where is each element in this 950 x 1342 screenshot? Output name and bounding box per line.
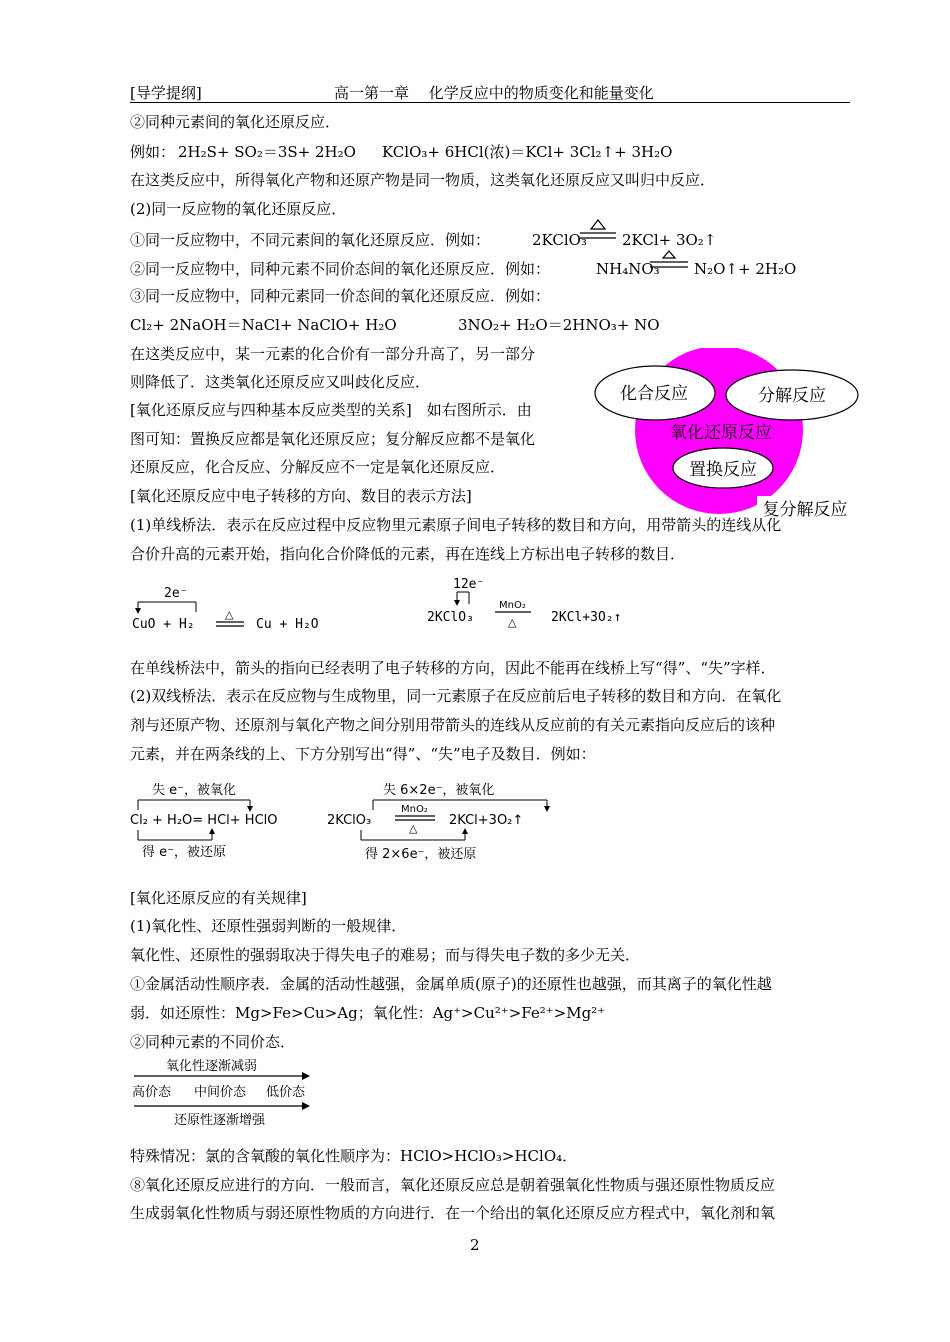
line-4: (2)同一反应物的氧化还原反应． [130, 200, 347, 218]
page-header [130, 80, 850, 103]
line-7: ③同一反应物中，同种元素同一价态间的氧化还原反应．例如： [130, 287, 551, 305]
equation-kclo3-hcl: KClO₃+ 6HCl(浓)＝KCl+ 3Cl₂↑+ 3H₂O [382, 143, 673, 161]
double-bridge-kclo3 [325, 774, 565, 864]
line-19: 剂与还原产物、还原剂与氧化产物之间分别用带箭头的连线从反应前的有关元素指向反应后的该种 [130, 716, 776, 734]
equation-h2s: 2H₂S+ SO₂＝3S+ 2H₂O [178, 143, 356, 161]
heat-equals-sign-2 [648, 250, 690, 272]
line-23: 氧化性、还原性的强弱取决于得失电子的难易；而与得失电子数的多少无关． [130, 946, 641, 964]
venn-redox-label: 氧化还原反应 [670, 423, 772, 443]
sb1-condition: △ [225, 608, 234, 621]
equation-kclo3-left: 2KClO₃ [532, 231, 587, 249]
line-22: (1)氧化性、还原性强弱判断的一般规律． [130, 917, 407, 935]
valence-mid: 中间价态 [194, 1085, 247, 1100]
venn-decomposition-label: 分解反应 [758, 386, 826, 406]
line-17: 在单线桥法中，箭头的指向已经表明了电子转移的方向，因此不能再在线桥上写“得”、“失”字样． [130, 659, 776, 677]
page-number: 2 [470, 1236, 480, 1254]
line-2-prefix: 例如： [130, 143, 176, 161]
db2-left: 2KClO₃ [327, 813, 372, 828]
venn-combination-label: 化合反应 [620, 384, 688, 404]
line-28: ⑧氧化还原反应进行的方向．一般而言，氧化还原反应总是朝着强氧化性物质与强还原性物质反应 [130, 1176, 776, 1194]
db1-top-label: 失 e⁻，被氧化 [152, 783, 236, 798]
line-21: [氧化还原反应的有关规律] [130, 889, 307, 907]
sb2-left: 2KClO₃ [427, 610, 474, 625]
valence-low: 低价态 [266, 1085, 306, 1100]
sb2-catalyst: MnO₂ [499, 600, 526, 611]
line-5: ①同一反应物中，不同元素间的氧化还原反应．例如： [130, 231, 491, 249]
valence-trend-diagram [130, 1054, 320, 1130]
valence-top-label: 氧化性逐渐减弱 [166, 1059, 258, 1074]
db1-bottom-label: 得 e⁻，被还原 [142, 845, 226, 860]
reaction-venn-diagram [590, 348, 865, 524]
double-bridge-cl2 [128, 776, 298, 864]
db2-top-label: 失 6×2e⁻，被氧化 [383, 783, 495, 798]
equation-nh4no3-left: NH₄NO₃ [596, 260, 660, 278]
line-25: 弱．如还原性：Mg>Fe>Cu>Ag；氧化性：Ag⁺>Cu²⁺>Fe²⁺>Mg²⁺ [130, 1004, 606, 1022]
single-bridge-kclo3 [425, 574, 665, 634]
venn-double-decomposition-label: 复分解反应 [762, 500, 848, 520]
line-29: 生成弱氧化性物质与弱还原性物质的方向进行．在一个给出的氧化还原反应方程式中，氧化剂和氧 [130, 1204, 776, 1222]
single-bridge-cuo [128, 580, 338, 640]
valence-bottom-label: 还原性逐渐增强 [174, 1113, 266, 1128]
sb2-condition: △ [508, 616, 517, 629]
db1-formula: Cl₂ + H₂O= HCl+ HClO [130, 813, 278, 828]
line-24: ①金属活动性顺序表．金属的活动性越强，金属单质(原子)的还原性也越强，而其离子的氧化性越 [130, 975, 772, 993]
equation-nh4no3-right: N₂O↑+ 2H₂O [694, 260, 797, 278]
sb2-electron-label: 12e⁻ [453, 577, 485, 592]
equation-cl2-naoh: Cl₂+ 2NaOH＝NaCl+ NaClO+ H₂O [130, 316, 397, 334]
line-12: 图可知：置换反应都是氧化还原反应；复分解反应都不是氧化 [130, 430, 536, 448]
line-27: 特殊情况：氯的含氧酸的氧化性顺序为：HClO>HClO₃>HClO₄． [130, 1147, 578, 1165]
line-3: 在这类反应中，所得氧化产物和还原产物是同一物质，这类氧化还原反应又叫归中反应． [130, 171, 716, 189]
equation-kclo3-right: 2KCl+ 3O₂↑ [622, 231, 717, 249]
heat-equals-sign [578, 218, 618, 244]
line-6: ②同一反应物中，同种元素不同价态间的氧化还原反应．例如： [130, 260, 551, 278]
db2-bottom-label: 得 2×6e⁻，被还原 [365, 847, 477, 862]
line-9: 在这类反应中，某一元素的化合价有一部分升高了，另一部分 [130, 345, 536, 363]
sb2-right: 2KCl+3O₂↑ [551, 610, 622, 625]
db2-right: 2KCl+3O₂↑ [449, 813, 524, 828]
valence-high: 高价态 [132, 1085, 172, 1100]
header-left: [导学提纲] [130, 84, 202, 102]
line-20: 元素，并在两条线的上、下方分别写出“得”、“失”电子及数目．例如： [130, 745, 596, 763]
line-10: 则降低了．这类氧化还原反应又叫歧化反应． [130, 373, 431, 391]
db2-condition: △ [409, 822, 418, 835]
line-26: ②同种元素的不同价态． [130, 1033, 296, 1051]
line-18: (2)双线桥法．表示在反应物与生成物里，同一元素原子在反应前后电子转移的数目和方向．在氧化 [130, 687, 782, 705]
sb1-electron-label: 2e⁻ [164, 586, 188, 601]
db2-catalyst: MnO₂ [401, 804, 428, 815]
header-title: 高一第一章 化学反应中的物质变化和能量变化 [334, 84, 654, 102]
line-1: ②同种元素间的氧化还原反应． [130, 113, 341, 131]
sb1-right: Cu + H₂O [256, 617, 319, 632]
venn-displacement-label: 置换反应 [689, 460, 757, 480]
line-15: (1)单线桥法．表示在反应过程中反应物里元素原子间电子转移的数目和方向，用带箭头的连线从化 [130, 516, 782, 534]
equation-no2-h2o: 3NO₂+ H₂O＝2HNO₃+ NO [458, 316, 660, 334]
line-11: [氧化还原反应与四种基本反应类型的关系] 如右图所示．由 [130, 401, 532, 419]
sb1-left: CuO + H₂ [132, 617, 195, 632]
line-16: 合价升高的元素开始，指向化合价降低的元素，再在连线上方标出电子转移的数目． [130, 545, 686, 563]
line-14: [氧化还原反应中电子转移的方向、数目的表示方法] [130, 487, 472, 505]
line-13: 还原反应，化合反应、分解反应不一定是氧化还原反应． [130, 458, 506, 476]
